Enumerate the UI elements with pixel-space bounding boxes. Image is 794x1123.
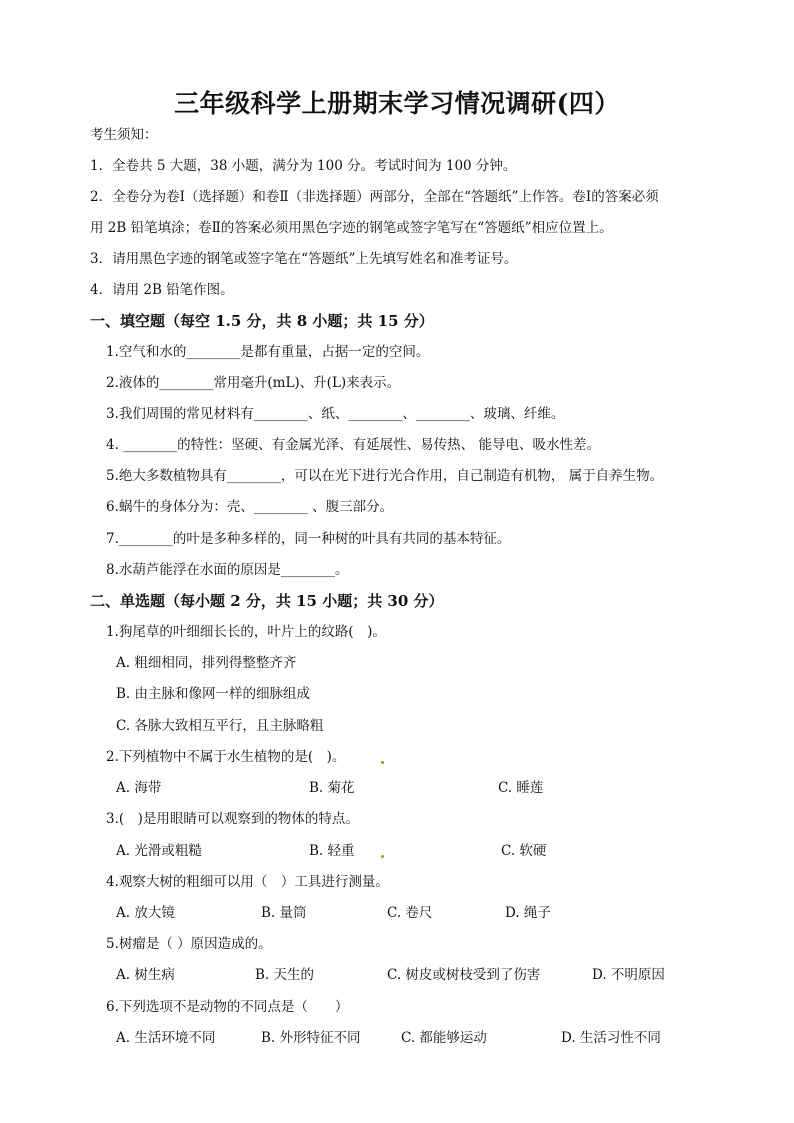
notice-heading: 考生须知： <box>90 127 158 143</box>
option: A. 光滑或粗糙 <box>116 843 202 859</box>
option: B. 轻重 <box>309 843 355 859</box>
question: 1.空气和水的________是都有重量，占据一定的空间。 <box>106 344 430 360</box>
option: D. 生活习性不同 <box>561 1030 661 1046</box>
option: C. 都能够运动 <box>401 1030 487 1046</box>
question: 3.我们周围的常见材料有________、纸、________、________、玻璃、纤维。 <box>106 406 565 422</box>
option: C. 睡莲 <box>498 780 544 796</box>
question: 4. ________的特性：坚硬、有金属光泽、有延展性、易传热、 能导电、吸水性差。 <box>106 437 600 453</box>
question: 8.水葫芦能浮在水面的原因是________。 <box>106 562 349 578</box>
option: A. 生活环境不同 <box>116 1030 216 1046</box>
notice-item: 1．全卷共 5 大题，38 小题，满分为 100 分。考试时间为 100 分钟。 <box>90 158 517 174</box>
question: 4.观察大树的粗细可以用（ ）工具进行测量。 <box>106 874 389 890</box>
question: 3.( )是用眼睛可以观察到的物体的特点。 <box>106 811 359 827</box>
page-title: 三年级科学上册期末学习情况调研(四） <box>174 89 620 118</box>
section-heading-single-choice: 二、单选题（每小题 2 分，共 15 小题；共 30 分） <box>90 592 444 610</box>
option: A. 粗细相同，排列得整整齐齐 <box>116 655 297 671</box>
option: B. 量筒 <box>261 905 307 921</box>
option: A. 树生病 <box>116 967 175 983</box>
question: 5.树瘤是（ ）原因造成的。 <box>106 936 272 952</box>
option: A. 海带 <box>116 780 162 796</box>
option: B. 由主脉和像网一样的细脉组成 <box>116 686 311 702</box>
notice-item: 4．请用 2B 铅笔作图。 <box>90 282 234 298</box>
option: C. 各脉大致相互平行，且主脉略粗 <box>116 718 324 734</box>
option: B. 菊花 <box>309 780 355 796</box>
option: C. 卷尺 <box>387 905 433 921</box>
question: 6.下列选项不是动物的不同点是（ ） <box>106 999 349 1015</box>
section-heading-fill-in: 一、填空题（每空 1.5 分，共 8 小题；共 15 分） <box>90 312 434 330</box>
notice-item: 3．请用黑色字迹的钢笔或签字笔在“答题纸”上先填写姓名和准考证号。 <box>90 251 518 267</box>
question: 6.蜗牛的身体分为：壳、________ 、腹三部分。 <box>106 499 394 515</box>
option: A. 放大镜 <box>116 905 175 921</box>
stray-dot <box>381 855 384 858</box>
option: C. 软硬 <box>501 843 547 859</box>
stray-dot <box>381 761 384 764</box>
option: D. 不明原因 <box>592 967 665 983</box>
option: B. 天生的 <box>255 967 315 983</box>
question: 2.下列植物中不属于水生植物的是( )。 <box>106 749 346 765</box>
option: D. 绳子 <box>505 905 551 921</box>
question: 7.________的叶是多种多样的，同一种树的叶具有共同的基本特征。 <box>106 531 511 547</box>
notice-item: 用 2B 铅笔填涂；卷Ⅱ的答案必须用黑色字迹的钢笔或签字笔写在“答题纸”相应位置上。 <box>90 220 613 236</box>
question: 2.液体的________常用毫升(mL)、升(L)来表示。 <box>106 375 401 391</box>
notice-item: 2．全卷分为卷Ⅰ（选择题）和卷Ⅱ（非选择题）两部分，全部在“答题纸”上作答。卷Ⅰ的答案必须 <box>90 189 659 205</box>
option: B. 外形特征不同 <box>261 1030 361 1046</box>
question: 1.狗尾草的叶细细长长的，叶片上的纹路( )。 <box>106 624 386 640</box>
option: C. 树皮或树枝受到了伤害 <box>387 967 541 983</box>
question: 5.绝大多数植物具有________，可以在光下进行光合作用，自己制造有机物， 属于自养生物。 <box>106 468 664 484</box>
